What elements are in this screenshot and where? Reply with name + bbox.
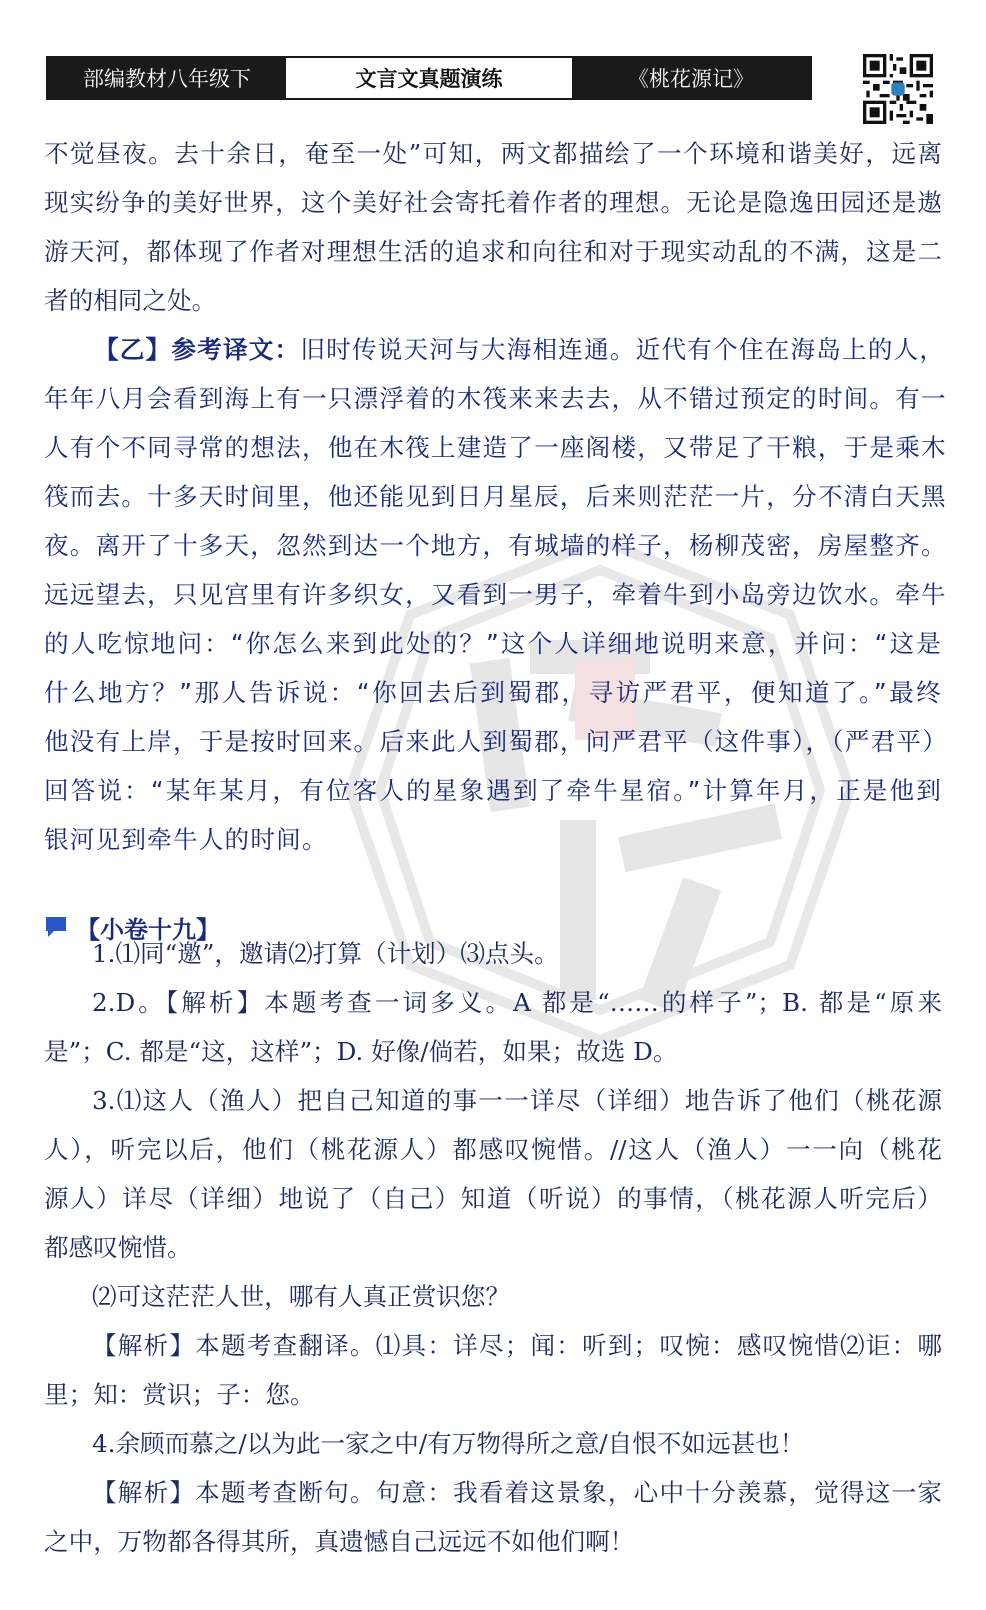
translation-line: 的人吃惊地问：“你怎么来到此处的？”这个人详细地说明来意，并问：“这是	[44, 629, 942, 658]
section-title-text: 【小卷十九】	[76, 915, 220, 944]
answer-line: 【解析】本题考查断句。句意：我看着这景象，心中十分羡慕，觉得这一家	[92, 1478, 942, 1507]
translation-label: 【乙】参考译文：	[94, 335, 301, 364]
header-bar	[46, 56, 812, 100]
header-grade: 部编教材八年级下	[48, 58, 286, 98]
translation-line: 夜。离开了十多天，忽然到达一个地方，有城墙的样子，杨柳茂密，房屋整齐。	[44, 531, 947, 560]
answer-line: 之中，万物都各得其所，真遗憾自己远远不如他们啊！	[44, 1527, 635, 1556]
translation-line: 筏而去。十多天时间里，他还能见到日月星辰，后来则茫茫一片，分不清白天黑	[44, 482, 947, 511]
answer-line: 人），听完以后，他们（桃花源人）都感叹惋惜。//这人（渔人）一一向（桃花	[44, 1135, 942, 1164]
answer-line: 4.余顾而慕之/以为此一家之中/有万物得所之意/自恨不如远甚也！	[92, 1429, 805, 1458]
translation-line: 他没有上岸，于是按时回来。后来此人到蜀郡，问严君平（这件事），（严君平）	[44, 727, 948, 756]
answer-line: 1.⑴同“邀”，邀请⑵打算（计划）⑶点头。	[92, 939, 559, 968]
header-title: 《桃花源记》	[572, 58, 810, 98]
translation-line: 远远望去，只见宫里有许多织女，又看到一男子，牵着牛到小岛旁边饮水。牵牛	[44, 580, 947, 609]
answer-line: 3.⑴这人（渔人）把自己知道的事一一详尽（详细）地告诉了他们（桃花源	[92, 1086, 942, 1115]
answer-line: 是”；C. 都是“这，这样”；D. 好像/倘若，如果；故选 D。	[44, 1037, 678, 1066]
translation-line: 什么地方？”那人告诉说：“你回去后到蜀郡，寻访严君平，便知道了。”最终	[44, 678, 942, 707]
translation-line: 旧时传说天河与大海相连通。近代有个住在海岛上的人，	[300, 335, 946, 364]
answer-line: 里；知：赏识；子：您。	[44, 1380, 315, 1409]
translation-line: 回答说：“某年某月，有位客人的星象遇到了牵牛星宿。”计算年月，正是他到	[44, 776, 942, 805]
para1-line: 游天河，都体现了作者对理想生活的追求和向往和对于现实动乱的不满，这是二	[44, 237, 942, 266]
answer-line: 都感叹惋惜。	[44, 1233, 192, 1262]
answer-line: ⑵可这茫茫人世，哪有人真正赏识您？	[92, 1282, 511, 1311]
header-topic: 文言文真题演练	[286, 58, 572, 98]
para1-line: 现实纷争的美好世界，这个美好社会寄托着作者的理想。无论是隐逸田园还是遨	[44, 188, 942, 217]
para1-line: 不觉昼夜。去十余日，奄至一处”可知，两文都描绘了一个环境和谐美好，远离	[44, 139, 942, 168]
answer-line: 【解析】本题考查翻译。⑴具：详尽；闻：听到；叹惋：感叹惋惜⑵讵：哪	[92, 1331, 942, 1360]
translation-line: 银河见到牵牛人的时间。	[44, 825, 328, 854]
translation-first-line	[94, 333, 946, 367]
note-icon	[44, 915, 70, 939]
answer-line: 源人）详尽（详细）地说了（自己）知道（听说）的事情，（桃花源人听完后）	[44, 1184, 942, 1213]
translation-line: 人有个不同寻常的想法，他在木筏上建造了一座阁楼，又带足了干粮，于是乘木	[44, 433, 947, 462]
translation-line: 年年八月会看到海上有一只漂浮着的木筏来来去去，从不错过预定的时间。有一	[44, 384, 947, 413]
qr-code-icon	[863, 54, 933, 124]
answer-line: 2.D。【解析】本题考查一词多义。A 都是“……的样子”；B. 都是“原来	[92, 988, 942, 1017]
para1-line: 者的相同之处。	[44, 286, 217, 315]
